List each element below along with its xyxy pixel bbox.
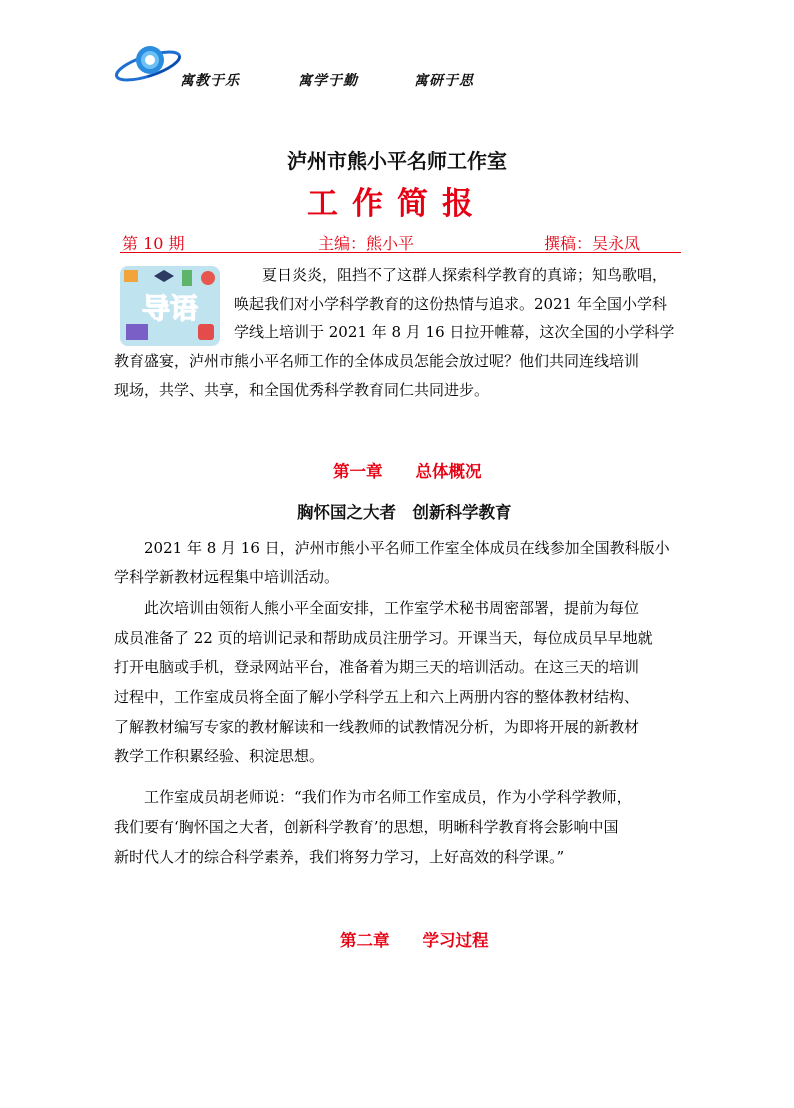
issue-editor: 主编：熊小平: [318, 234, 415, 253]
body-line: 2021 年 8 月 16 日，泸州市熊小平名师工作室全体成员在线参加全国教科版小: [144, 539, 670, 557]
intro-image-label: 导语: [141, 292, 199, 325]
intro-line-3: 学线上培训于 2021 年 8 月 16 日拉开帷幕，这次全国的小学科学: [234, 323, 675, 341]
body-line: 工作室成员胡老师说：“我们作为市名师工作室成员，作为小学科学教师，: [144, 788, 632, 806]
motto-3: 寓研于思: [414, 73, 474, 89]
org-title: 泸州市熊小平名师工作室: [287, 149, 507, 173]
chapter-1-heading: 第一章 总体概况: [333, 462, 482, 481]
intro-illustration: [120, 266, 220, 346]
motto-1: 寓教于乐: [180, 73, 240, 89]
body-line: 教学工作积累经验、积淀思想。: [114, 747, 325, 765]
chapter-1-subheading: 胸怀国之大者 创新科学教育: [297, 503, 512, 522]
issue-number: 第 10 期: [122, 234, 185, 253]
body-line: 学科学新教材远程集中培训活动。: [114, 568, 340, 586]
intro-line-1: 夏日炎炎，阻挡不了这群人探索科学教育的真谛；知鸟歌唱，: [262, 266, 668, 284]
body-line: 打开电脑或手机，登录网站平台，准备着为期三天的培训活动。在这三天的培训: [114, 658, 640, 676]
intro-line-2: 唤起我们对小学科学教育的这份热情与追求。2021 年全国小学科: [234, 295, 667, 313]
body-line: 此次培训由领衔人熊小平全面安排，工作室学术秘书周密部署，提前为每位: [144, 599, 640, 617]
intro-line-4: 教育盛宴，泸州市熊小平名师工作的全体成员怎能会放过呢？他们共同连线培训: [114, 352, 640, 370]
chapter-2-heading: 第二章 学习过程: [340, 931, 489, 950]
body-line: 过程中，工作室成员将全面了解小学科学五上和六上两册内容的整体教材结构、: [114, 688, 640, 706]
issue-writer: 撰稿：吴永凤: [544, 234, 641, 253]
intro-line-5: 现场，共学、共享，和全国优秀科学教育同仁共同进步。: [114, 381, 490, 399]
body-line: 我们要有‘胸怀国之大者，创新科学教育’的思想，明晰科学教育将会影响中国: [114, 818, 619, 836]
body-line: 成员准备了 22 页的培训记录和帮助成员注册学习。开课当天，每位成员早早地就: [114, 629, 653, 647]
motto-2: 寓学于勤: [298, 73, 358, 89]
body-line: 新时代人才的综合科学素养，我们将努力学习，上好高效的科学课。”: [114, 848, 565, 866]
logo-icon: [113, 38, 183, 88]
body-line: 了解教材编写专家的教材解读和一线教师的试教情况分析，为即将开展的新教材: [114, 718, 640, 736]
report-title: 工作简报: [307, 186, 487, 222]
